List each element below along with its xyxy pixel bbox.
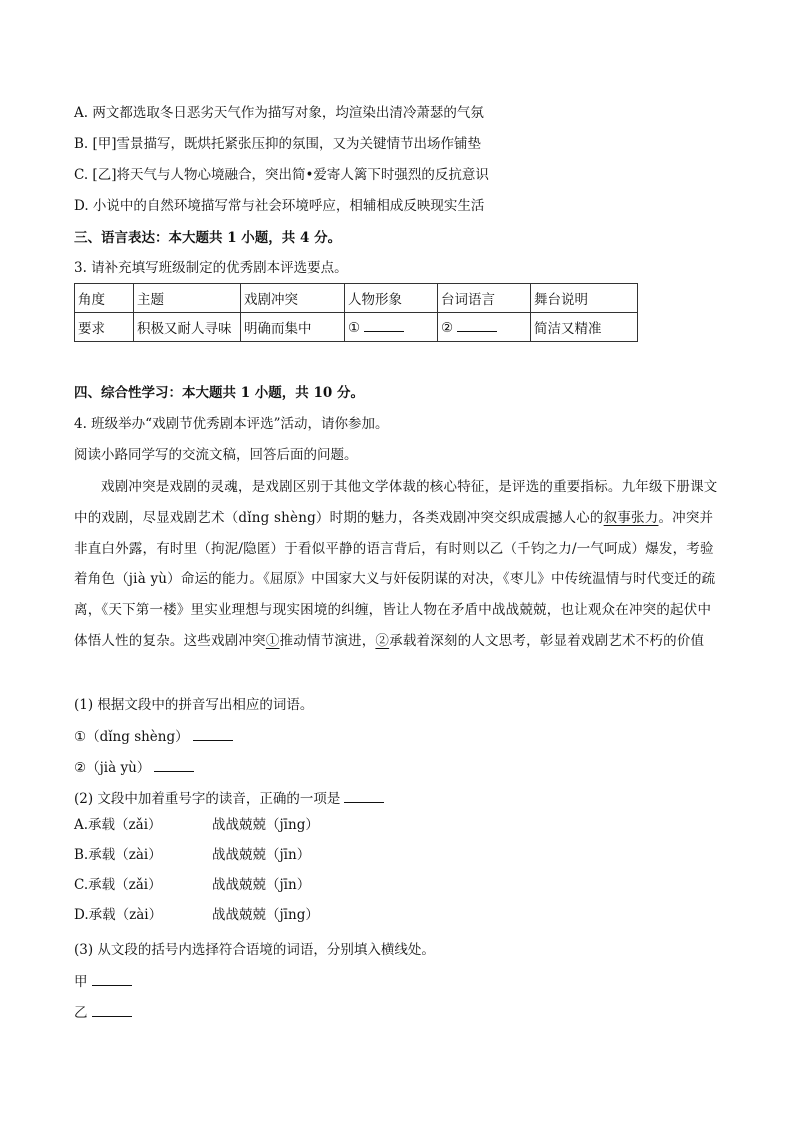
- subq1-prompt: (1) 根据文段中的拼音写出相应的词语。: [74, 697, 314, 713]
- answer-blank[interactable]: [92, 972, 132, 986]
- table-cell: 要求: [75, 313, 134, 342]
- blank-number: ②: [441, 320, 454, 336]
- section4-header: 四、综合性学习：本大题共 1 小题，共 10 分。: [74, 385, 364, 401]
- subq2-option-d[interactable]: D.承载（zài） 战战兢兢（jīng）: [74, 907, 319, 923]
- table-cell: 角度: [75, 284, 134, 313]
- underlined-phrase: 叙事张力: [603, 509, 659, 526]
- table-row: [75, 284, 638, 313]
- subq2-option-c[interactable]: C.承载（zǎi） 战战兢兢（jīn）: [74, 877, 311, 893]
- table-cell: 舞台说明: [531, 284, 638, 313]
- answer-blank[interactable]: [92, 1003, 132, 1017]
- criteria-table: [74, 283, 638, 342]
- section3-header: 三、语言表达：本大题共 1 小题，共 4 分。: [74, 230, 342, 246]
- table-row: [75, 313, 638, 342]
- q2-option-b: B. [甲]雪景描写，既烘托紧张压抑的氛围，又为关键情节出场作铺垫: [74, 136, 482, 152]
- table-cell: 明确而集中: [241, 313, 345, 342]
- answer-blank: [457, 318, 497, 332]
- passage-text: 戏剧冲突是戏剧的灵魂，是戏剧区别于其他文学体裁的核心特征，是评选的重要指标。九年级下册课文中的戏剧，尽显戏剧艺术（dǐng shèng）时期的魅力，各类戏剧冲突交织成震撼人心的叙事张力。冲突并非直白外露，有时里（拘泥/隐匿）于看似平静的语言背后，有时则以乙（千钧之力/一气呵成）爆发，考验着角色（jià yù）命运的能力。《屈原》中国家大义与奸佞阴谋的对决，《枣儿》中传统温情与时代变迁的疏离，《天下第一楼》里实业理想与现实困境的纠缠，皆让人物在矛盾中战战兢兢，也让观众在冲突的起伏中体悟人性的复杂。这些戏剧冲突①推动情节演进，②承载着深刻的人文思考，彰显着戏剧艺术不朽的价值: [74, 479, 718, 649]
- table-cell: 人物形象: [345, 284, 438, 313]
- question-3: 3. 请补充填写班级制定的优秀剧本评选要点。: [74, 260, 348, 276]
- subq3-jia: 甲: [74, 972, 132, 992]
- answer-blank[interactable]: [193, 727, 233, 741]
- q2-option-a: A. 两文都选取冬日恶劣天气作为描写对象，均渲染出清冷萧瑟的气氛: [74, 105, 484, 121]
- answer-blank[interactable]: [344, 789, 384, 803]
- table-cell: 台词语言: [438, 284, 531, 313]
- marker-1: ①: [265, 632, 280, 649]
- reading-passage: [74, 472, 724, 657]
- answer-blank: [364, 318, 404, 332]
- table-cell-blank-2[interactable]: [438, 313, 531, 342]
- marker-2: ②: [375, 632, 390, 649]
- subq1-item1: ①（dǐng shèng）: [74, 727, 233, 747]
- subq2-option-a[interactable]: A.承载（zǎi） 战战兢兢（jīng）: [74, 817, 319, 833]
- subq3-prompt: (3) 从文段的括号内选择符合语境的词语，分别填入横线处。: [74, 942, 435, 958]
- instruction: 阅读小路同学写的交流文稿，回答后面的问题。: [74, 447, 358, 463]
- question-4: 4. 班级举办“戏剧节优秀剧本评选”活动，请你参加。: [74, 416, 389, 432]
- table-cell: 主题: [134, 284, 241, 313]
- table-cell: 戏剧冲突: [241, 284, 345, 313]
- subq2-option-b[interactable]: B.承载（zài） 战战兢兢（jīn）: [74, 847, 311, 863]
- q2-option-d: D. 小说中的自然环境描写常与社会环境呼应，相辅相成反映现实生活: [74, 198, 485, 214]
- table-cell: 简洁又精准: [531, 313, 638, 342]
- table-cell-blank-1[interactable]: [345, 313, 438, 342]
- q2-option-c: C. [乙]将天气与人物心境融合，突出简•爱寄人篱下时强烈的反抗意识: [74, 167, 489, 183]
- blank-number: ①: [348, 320, 361, 336]
- subq2-prompt: (2) 文段中加着重号字的读音，正确的一项是: [74, 789, 384, 809]
- table-cell: 积极又耐人寻味: [134, 313, 241, 342]
- subq3-yi: 乙: [74, 1003, 132, 1023]
- subq1-item2: ②（jià yù）: [74, 758, 194, 778]
- answer-blank[interactable]: [154, 758, 194, 772]
